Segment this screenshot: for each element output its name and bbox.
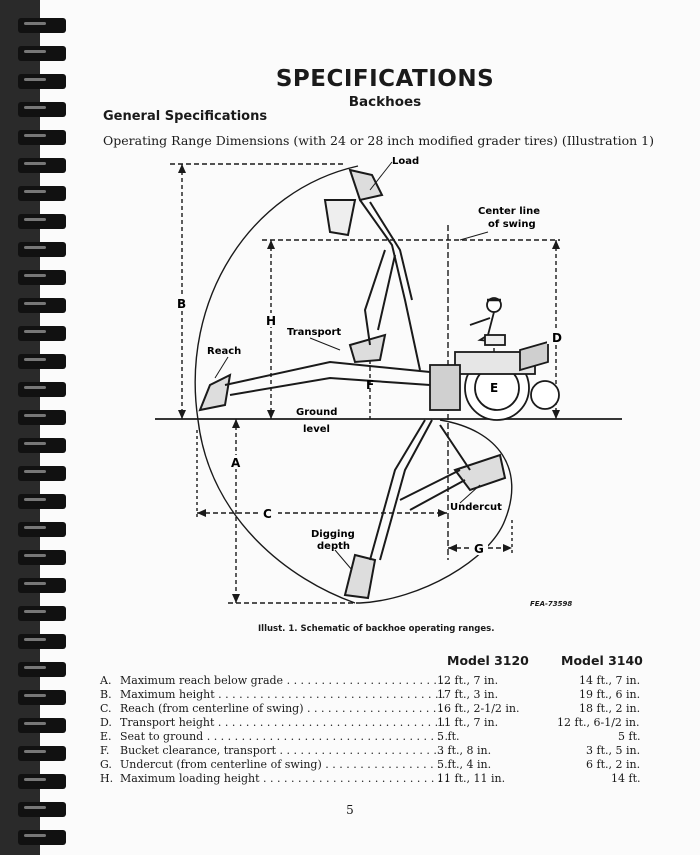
dim-letter-c: C (263, 507, 272, 521)
figure-caption: Illust. 1. Schematic of backhoe operating ranges. (258, 624, 495, 634)
label-depth: depth (317, 541, 350, 552)
manual-page: SPECIFICATIONS Backhoes General Specifications Operating Range Dimensions (with 24 or 28 inch modified grader tires) (Illustration 1) Load Center line of swing Reach Transport Ground level Undercut Digging depth B H D A C F E G FEA-73598 Illust. 1. Schematic of backhoe operating ranges. Model 3120 Model 3140 A. Maximum reach below grade . . . 12 ft., 7 in. 14 ft., 7 in. B. Maximum height . . . 17 ft., 3 in. 19 ft., 6 in. C. Reach (from centerline of swing) . . . 16 ft., 2-1/2 in. 18 ft., 2 in. D. Transport height . . . 11 ft., 7 in. 12 ft., 6-1/2 in. E. Seat to ground . . . 5 ft. 5 ft. F. Bucket clearance, transport . . . 3 ft., 8 in. 3 ft., 5 in. G. Undercut (from centerline of swing) . . . 5 ft., 4 in. 6 ft., 2 in. H. Maximum loading height . . . 11 ft., 11 in. 14 ft. 5 (0, 0, 700, 855)
label-level: level (303, 424, 330, 435)
label-center-line: Center line (478, 206, 540, 217)
label-undercut: Undercut (450, 502, 502, 513)
label-of-swing: of swing (488, 219, 536, 230)
label-transport: Transport (287, 327, 342, 338)
figure-code: FEA-73598 (530, 600, 573, 608)
label-ground: Ground (296, 407, 338, 418)
dim-letter-e: E (490, 381, 499, 395)
dim-letter-d: D (552, 331, 562, 345)
page-title: SPECIFICATIONS (275, 66, 495, 92)
dim-letter-h: H (266, 314, 277, 328)
label-digging: Digging (311, 529, 355, 540)
dim-letter-b: B (177, 297, 187, 311)
dim-letter-g: G (474, 542, 484, 556)
dim-letter-f: F (366, 378, 375, 392)
label-reach: Reach (207, 346, 242, 357)
model-3140-header: Model 3140 (561, 653, 643, 668)
page-number: 5 (346, 803, 354, 817)
model-3120-header: Model 3120 (447, 653, 529, 668)
intro-text: Operating Range Dimensions (with 24 or 28 inch modified grader tires) (Illustration 1) (103, 133, 654, 148)
page-subtitle: Backhoes (348, 94, 422, 110)
label-load: Load (392, 156, 420, 167)
dim-letter-a: A (231, 456, 241, 470)
section-heading: General Specifications (103, 109, 268, 124)
